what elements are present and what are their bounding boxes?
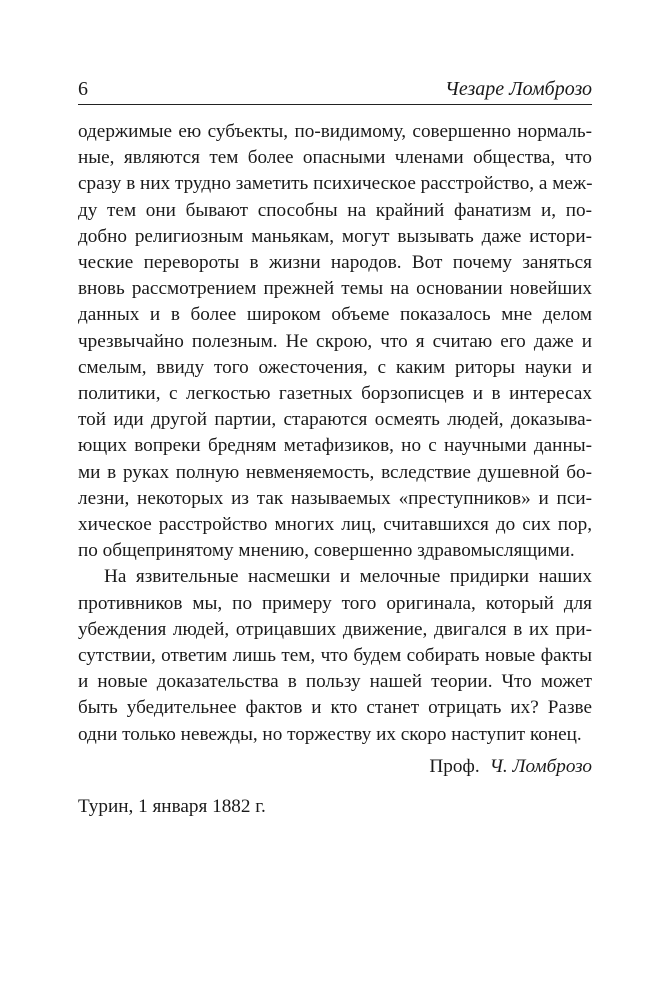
text-line: одни только невежды, но торжеству их скоро наступит конец. [78,723,582,745]
text-line: ющих вопреки бредням метафизиков, но с научными данны- [78,435,592,457]
text-line: быть убедительнее фактов и кто станет отрицать их? Разве [78,697,592,719]
text-line: данных и в более широком объеме показалось мне делом [78,304,592,326]
text-line: лезни, некоторых из так называемых «преступников» и пси- [78,487,592,509]
running-header [78,66,592,105]
signature [78,754,592,780]
text-line: по общепринятому мнению, совершенно здравомыслящими. [78,540,575,562]
paragraph [78,564,592,747]
text-line: смелым, ввиду того ожесточения, с каким риторы науки и [78,356,592,378]
running-title: Чезаре Ломброзо [445,78,592,100]
signature-title: Проф. [429,755,480,777]
text-line: убеждения людей, отрицавших движение, двигался в их при- [78,618,592,640]
book-page [78,66,592,820]
text-line: противников мы, по примеру того оригинала, который для [78,592,592,614]
text-line: добно религиозным маньякам, могут вызывать даже истори- [78,225,592,247]
text-line: одержимые ею субъекты, по-видимому, совершенно нормаль- [78,121,592,142]
text-line: чрезвычайно полезным. Не скрою, что я считаю его даже и [78,330,592,352]
dateline: Турин, 1 января 1882 г. [78,795,266,817]
signature-name: Ч. Ломброзо [489,755,592,777]
text-line: той иди другой партии, стараются осмеять людей, доказыва- [78,409,592,431]
text-line: и новые доказательства в пользу нашей теории. Что может [78,671,592,693]
text-line: сразу в них трудно заметить психическое расстройство, а меж- [78,173,593,195]
text-line: На язвительные насмешки и мелочные придирки наших [104,566,592,588]
text-line: политики, с легкостью газетных борзописцев и в интересах [78,383,592,405]
body-text [78,119,592,748]
text-line: ду тем они бывают способны на крайний фанатизм и, по- [78,199,592,221]
page-number: 6 [78,78,88,100]
text-line: вновь рассмотрением прежней темы на основании новейших [78,278,592,300]
text-line: ческие перевороты в жизни народов. Вот почему заняться [78,252,592,274]
text-line: сутствии, ответим лишь тем, что будем собирать новые факты [78,645,592,667]
text-line: хическое расстройство многих лиц, считавшихся до сих пор, [78,514,592,536]
paragraph [78,119,592,564]
text-line: ми в руках полную невменяемость, вследствие душевной бо- [78,461,592,483]
text-line: ные, являются тем более опасными членами общества, что [78,147,592,169]
